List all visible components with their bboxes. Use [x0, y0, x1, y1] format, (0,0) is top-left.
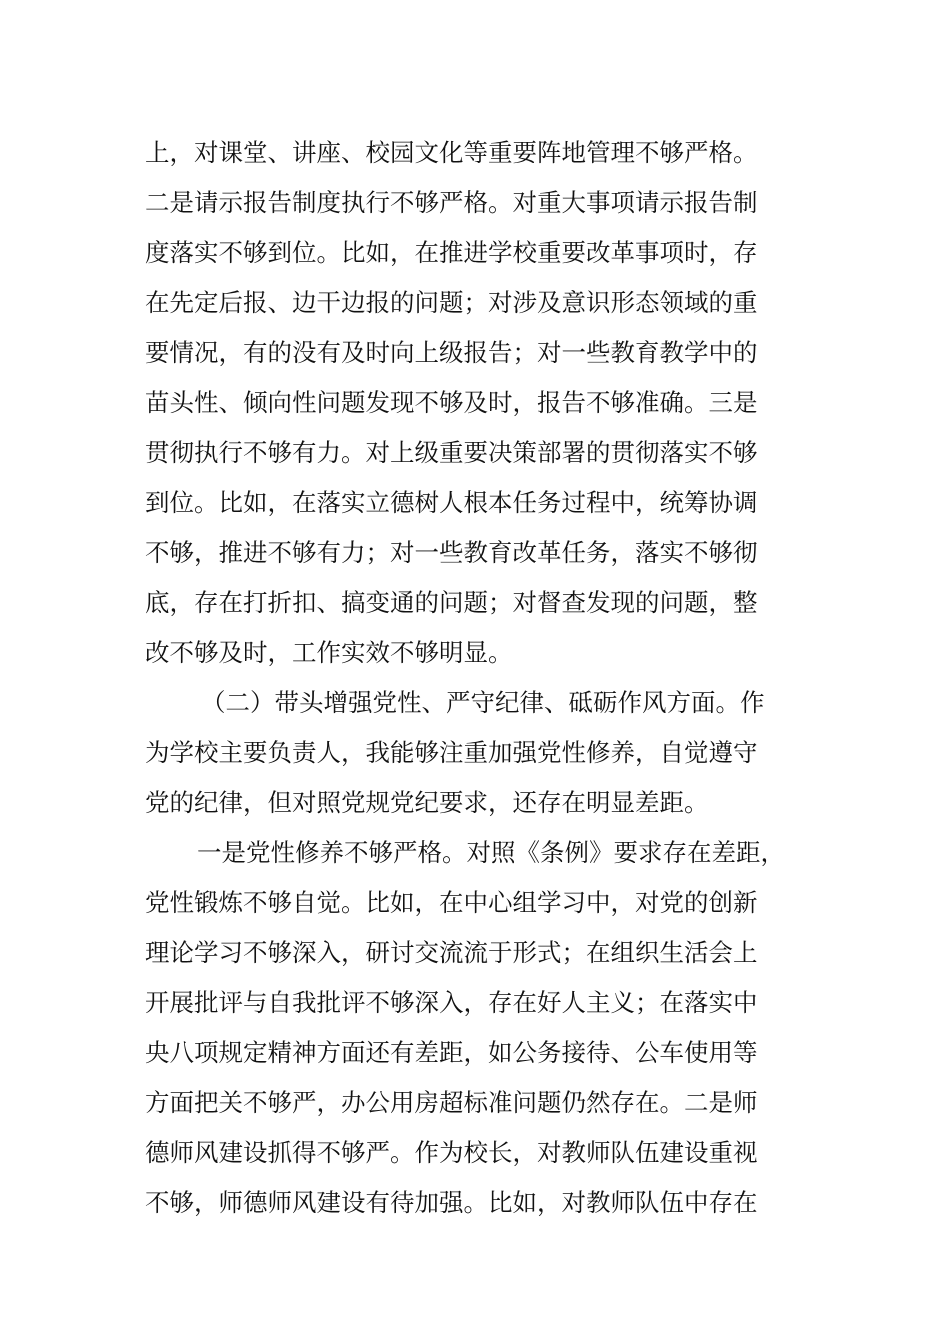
- section-heading-line: （二）带头增强党性、严守纪律、砥砺作风方面。作: [201, 688, 765, 717]
- text-line: 不够，师德师风建设有待加强。比如，对教师队伍中存在: [145, 1188, 758, 1217]
- text-line: 德师风建设抓得不够严。作为校长，对教师队伍建设重视: [145, 1138, 758, 1167]
- text-line: 二是请示报告制度执行不够严格。对重大事项请示报告制: [145, 188, 758, 217]
- paragraph-first-line: 一是党性修养不够严格。对照《条例》要求存在差距，: [197, 838, 785, 867]
- text-line: 党的纪律，但对照党规党纪要求，还存在明显差距。: [145, 788, 709, 817]
- text-line: 要情况，有的没有及时向上级报告；对一些教育教学中的: [145, 338, 758, 367]
- text-line: 方面把关不够严，办公用房超标准问题仍然存在。二是师: [145, 1088, 758, 1117]
- document-body: [145, 128, 825, 1228]
- text-line: 上，对课堂、讲座、校园文化等重要阵地管理不够严格。: [145, 138, 758, 167]
- text-line: 到位。比如，在落实立德树人根本任务过程中，统筹协调: [145, 488, 758, 517]
- text-line: 改不够及时，工作实效不够明显。: [145, 638, 513, 667]
- text-line: 央八项规定精神方面还有差距，如公务接待、公车使用等: [145, 1038, 758, 1067]
- text-line: 党性锻炼不够自觉。比如，在中心组学习中，对党的创新: [145, 888, 758, 917]
- text-line: 度落实不够到位。比如，在推进学校重要改革事项时，存: [145, 238, 758, 267]
- text-line: 为学校主要负责人，我能够注重加强党性修养，自觉遵守: [145, 738, 758, 767]
- text-line: 不够，推进不够有力；对一些教育改革任务，落实不够彻: [145, 538, 758, 567]
- text-line: 苗头性、倾向性问题发现不够及时，报告不够准确。三是: [145, 388, 758, 417]
- text-line: 在先定后报、边干边报的问题；对涉及意识形态领域的重: [145, 288, 758, 317]
- text-line: 贯彻执行不够有力。对上级重要决策部署的贯彻落实不够: [145, 438, 758, 467]
- text-line: 开展批评与自我批评不够深入，存在好人主义；在落实中: [145, 988, 758, 1017]
- text-line: 底，存在打折扣、搞变通的问题；对督查发现的问题，整: [145, 588, 758, 617]
- text-line: 理论学习不够深入，研讨交流流于形式；在组织生活会上: [145, 938, 758, 967]
